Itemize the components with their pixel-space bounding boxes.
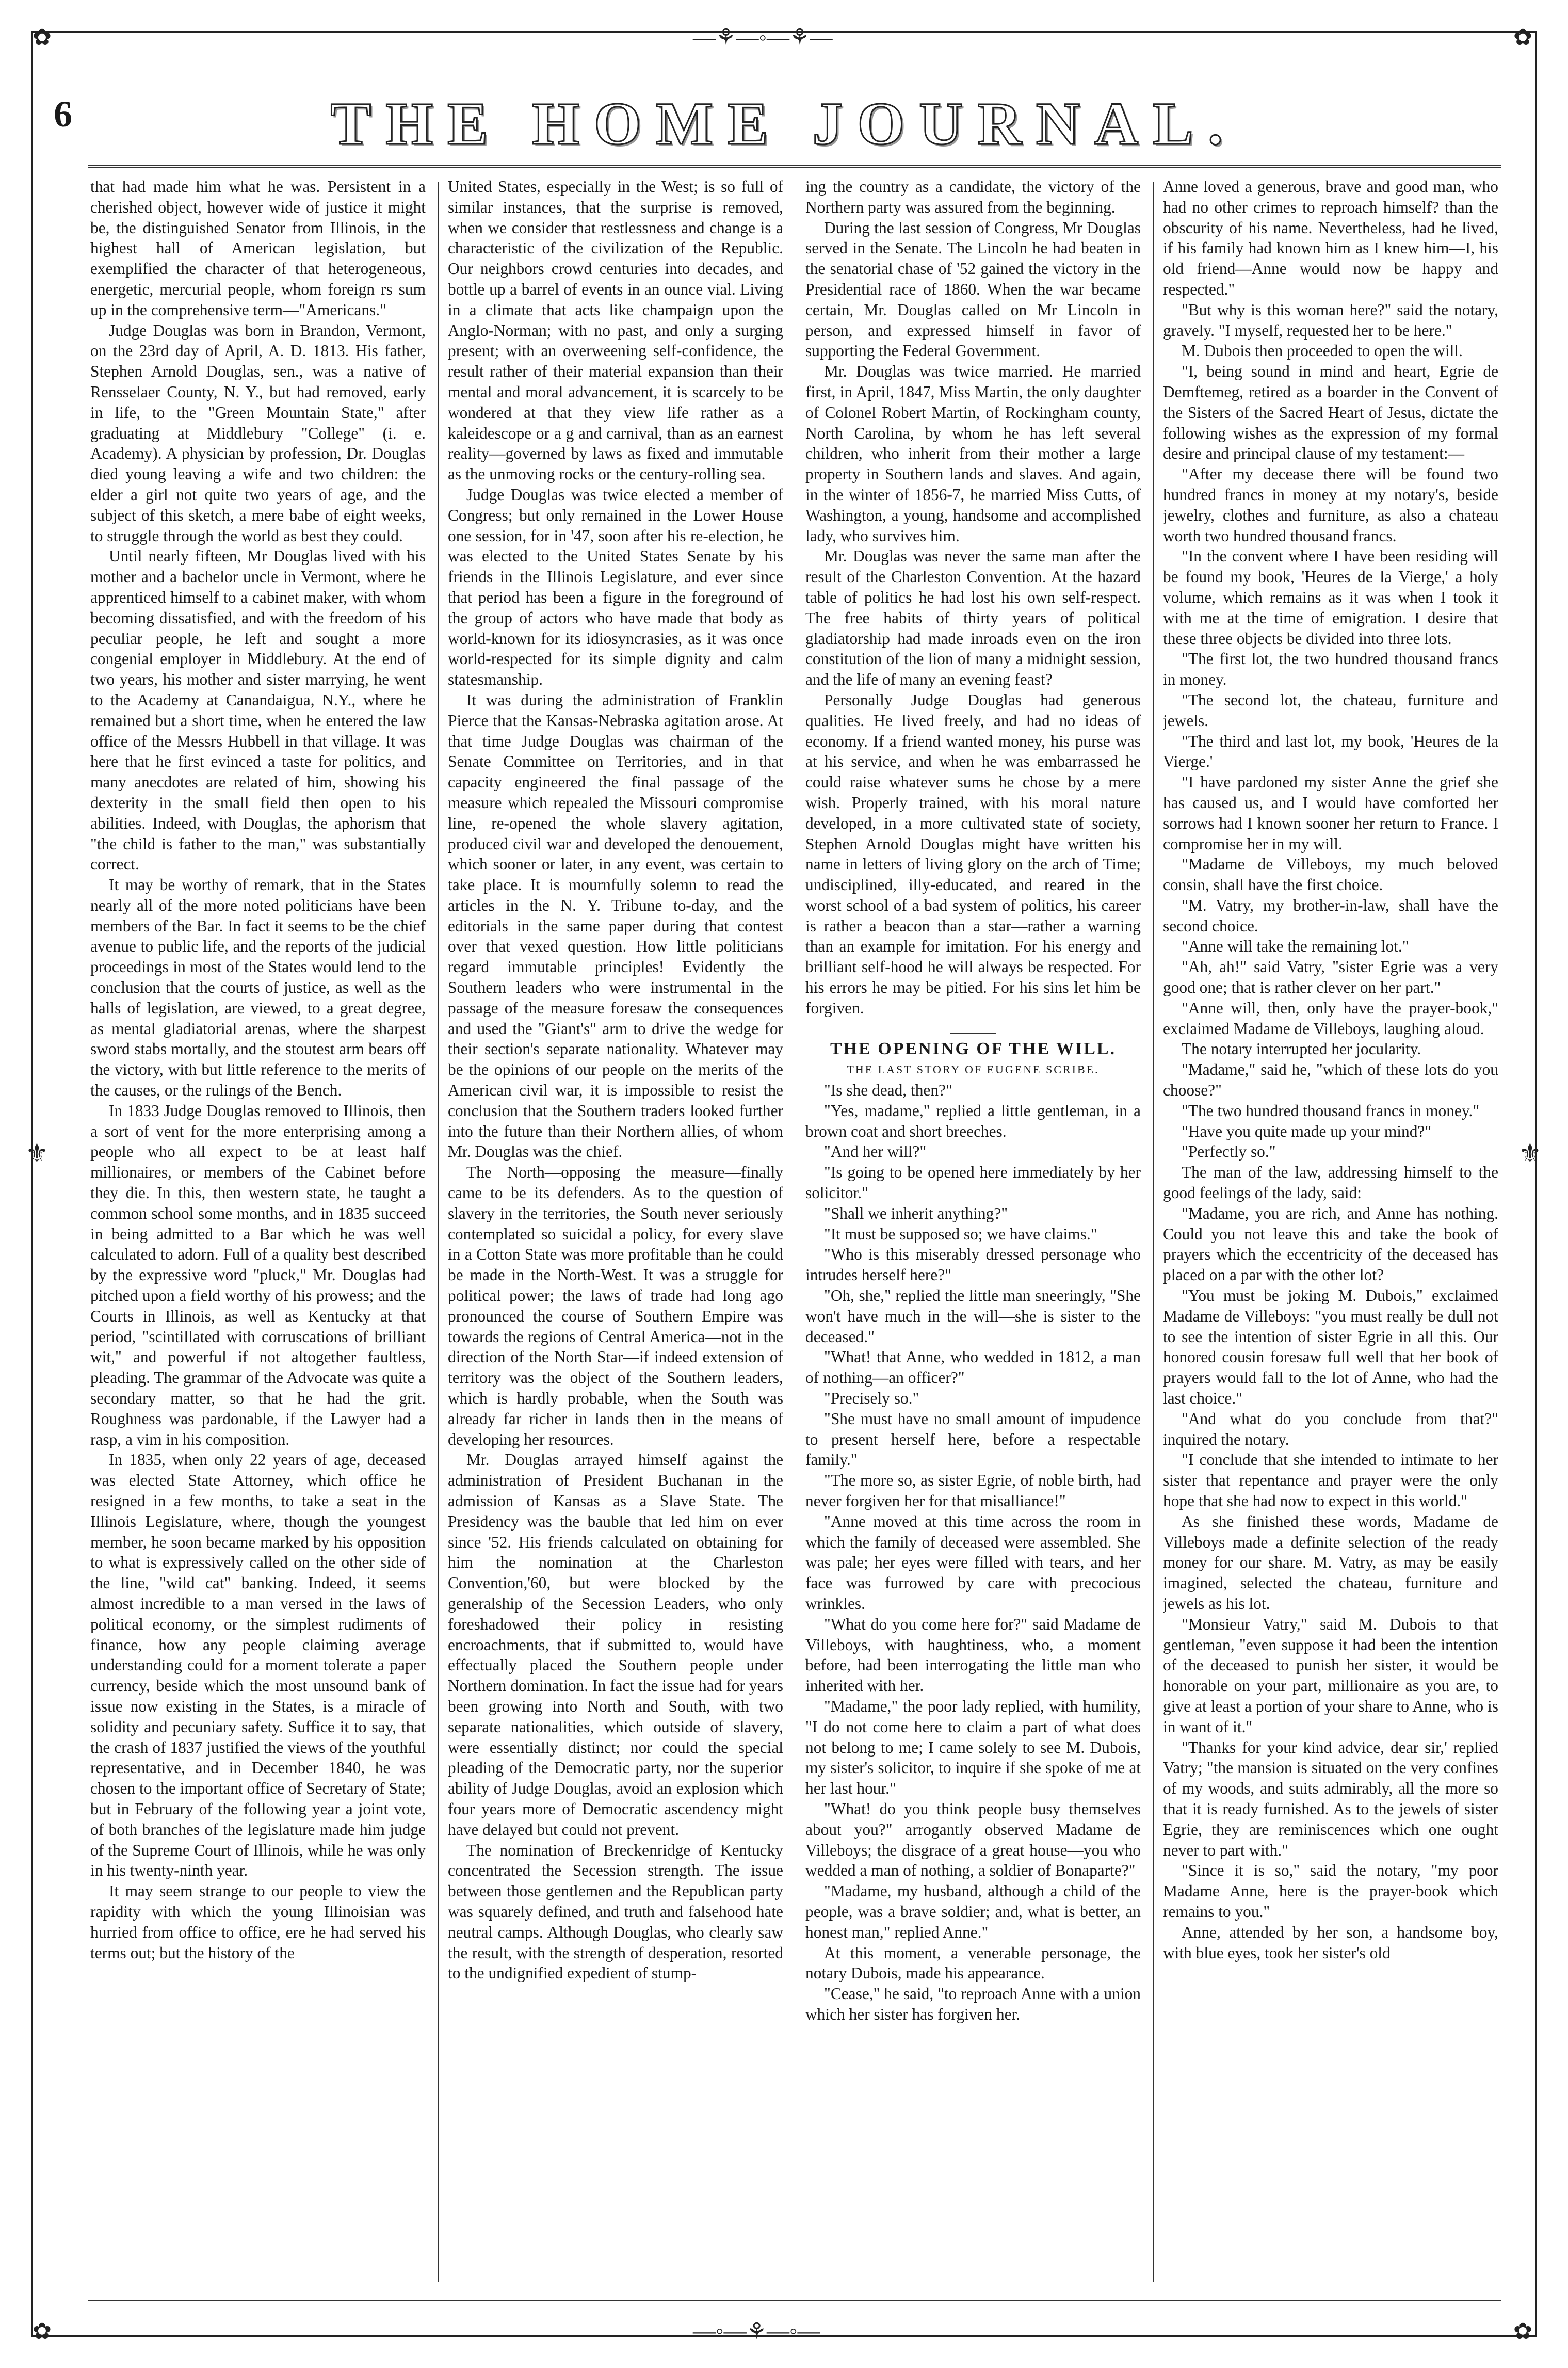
paragraph: "I have pardoned my sister Anne the grief she has caused us, and I would have comforted her sorrows had I known sooner her return to France. I compromise her in my will. [1163,773,1498,853]
paragraph: "I conclude that she intended to intimate to her sister that repentance and prayer were the only hope that she had now to expect in this world." [1163,1451,1498,1510]
paragraph: "Anne will, then, only have the prayer-book," exclaimed Madame de Villeboys, laughing aloud. [1163,998,1498,1038]
paragraph: In 1835, when only 22 years of age, deceased was elected State Attorney, which office he resigned in a few months, to take a seat in the Illinois Legislature, where, though the youngest member, he soon became marked by his opposition to what is expressively called on the other side of the line, "wild cat" banking. Indeed, it seems almost incredible to a man versed in the laws of political economy, or the simplest rudiments of finance, how any people claiming average understanding could for a moment tolerate a paper currency, beside which the most unsound bank of issue now existing in the States, is a miracle of solidity and pecuniary safety. Suffice it to say, that the crash of 1837 justified the views of the youthful representative, and in December 1840, he was chosen to the important office of Secretary of State; but in February of the following year a joint vote, of both branches of the legislature made him judge of the Supreme Court of Illinois, while he was only in his twenty-ninth year. [90,1451,426,1880]
paragraph: The nomination of Breckenridge of Kentucky concentrated the Secession strength. The issue between those gentlemen and the Republican party was squarely defined, and truth and falsehood hate neutral camps. Although Douglas, who clearly saw the result, with the strength of desperation, resorted to the undignified expedient of stump- [448,1841,783,1983]
story-subtitle: THE LAST STORY OF EUGENE SCRIBE. [847,1063,1100,1076]
paragraph: "Madame," said he, "which of these lots do you choose?" [1163,1060,1498,1100]
paragraph: Personally Judge Douglas had generous qualities. He lived freely, and had no ideas of economy. If a friend wanted money, his purse was at his service, and when he was embarrassed he could raise whatever sums he chose by a mere wish. Properly trained, with his moral nature developed, in a more cultivated state of society, Stephen Arnold Douglas might have written his name in letters of living glory on the arch of Time; undisciplined, illy-educated, and reared in the worst school of a bad system of politics, his career is rather a beacon than a star—rather a warning than an example for imitation. For his energy and brilliant self-hood he will always be respected. For his errors he may be pitied. For his sins let him be forgiven. [805,690,1141,1017]
paragraph: The North—opposing the measure—finally came to be its defenders. As to the question of slavery in the territories, the South never seriously contemplated so suicidal a policy, for every slave in a Cotton State was more profitable than he could be made in the North-West. It was a struggle for political power; the laws of trade had long ago pronounced the course of Southern Empire was towards the regions of Central America—not in the direction of the North Star—if indeed extension of territory was the object of the Southern leaders, which is hardly probable, when the South was already far richer in lands then in the means of developing her resources. [448,1163,783,1448]
paragraph: It may seem strange to our people to view the rapidity with which the young Illinoisian was hurried from office to office, ere he had served his terms out; but the history of the [90,1882,426,1962]
paragraph: Anne, attended by her son, a handsome boy, with blue eyes, took her sister's old [1163,1923,1498,1962]
paragraph: "Madame, you are rich, and Anne has nothing. Could you not leave this and take the book of prayers which the eccentricity of the deceased has placed on a par with the other lot? [1163,1204,1498,1284]
paragraph: "Ah, ah!" said Vatry, "sister Egrie was a very good one; that is rather clever on her part." [1163,958,1498,997]
paragraph: Mr. Douglas was twice married. He married first, in April, 1847, Miss Martin, the only daughter of Colonel Robert Martin, of Rockingham county, North Carolina, by whom he has left several children, who inherit from their mother a large property in Southern lands and slaves. And again, in the winter of 1856-7, he married Miss Cutts, of Washington, a young, handsome and accomplished lady, who survives him. [805,362,1141,545]
paragraph: "You must be joking M. Dubois," exclaimed Madame de Villeboys: "you must really be dull not to see the intention of sister Egrie in all this. Our honored cousin foresaw full well that her book of prayers would fall to the lot of Anne, who had the last choice." [1163,1286,1498,1408]
column-divider [1153,182,1154,2282]
paragraph: "After my decease there will be found two hundred francs in money at my notary's, beside jewelry, clothes and furniture, as also a chateau worth two hundred thousand francs. [1163,465,1498,545]
paragraph: "The third and last lot, my book, 'Heures de la Vierge.' [1163,732,1498,771]
corner-ornament-icon: ✿ [1513,2318,1532,2344]
column-1 [90,176,426,2287]
paragraph: "In the convent where I have been residing will be found my book, 'Heures de la Vierge,' a holy volume, which remains as it was when I took it with me at the time of emigration. I desire that these three objects be divided into three lots. [1163,547,1498,648]
paragraph: "Have you quite made up your mind?" [1182,1122,1432,1140]
story-title: THE OPENING OF THE WILL. [830,1039,1117,1059]
paragraph: "The first lot, the two hundred thousand francs in money. [1163,650,1498,689]
paragraph: It may be worthy of remark, that in the States nearly all of the more noted politicians have been members of the Bar. In fact it seems to be the chief avenue to public life, and the reports of the judicial proceedings in most of the States would lend to the conclusion that the courts of justice, as well as the halls of legislation, are viewed, to a great degree, as mental gladiatorial arenas, where the sharpest sword stabs mortally, and the stoutest arm bears off the victory, with but little reference to the merits of the causes, or the rulings of the Bench. [90,876,426,1100]
corner-ornament-icon: ✿ [33,25,52,50]
paragraph: "Oh, she," replied the little man sneeringly, "She won't have much in the will—she is sister to the deceased." [805,1286,1141,1346]
paragraph: The notary interrupted her jocularity. [1182,1040,1421,1058]
side-ornament-icon: ⚜ [1518,1139,1542,1168]
paragraph: "M. Vatry, my brother-in-law, shall have the second choice. [1163,896,1498,935]
footer-rule [88,2300,1501,2301]
column-divider [438,182,439,2282]
masthead-title: THE HOME JOURNAL. [330,90,1238,157]
header-rule [88,165,1501,168]
paragraph: It was during the administration of Franklin Pierce that the Kansas-Nebraska agitation arose. At that time Judge Douglas was chairman of the Senate Committee on Territories, and in that capacity engineered the final passage of the measure which repealed the Missouri compromise line, re-opened the whole slavery agitation, produced civil war and developed the denouement, which sooner or later, in any event, was certain to take place. It is mournfully solemn to read the articles in the N. Y. Tribune to-day, and the editorials in the same paper during that contest over that vexed question. How little politicians regard immutable principles! Evidently the Southern leaders who were instrumental in the passage of the measure foresaw the consequences and used the "Giant's" arm to drive the wedge for their section's separate nationality. Whatever may be the opinions of our people on the merits of the American civil war, it is impossible to resist the conclusion that the Southern traders looked further into the future than their Northern allies, of whom Mr. Douglas was the chief. [448,690,783,1161]
paragraph: "Madame, my husband, although a child of the people, was a brave soldier; and, what is better, an honest man," replied Anne." [805,1882,1141,1941]
paragraph: "The more so, as sister Egrie, of noble birth, had never forgiven her for that misalliance!" [805,1471,1141,1510]
page-number: 6 [54,93,72,135]
side-ornament-icon: ⚜ [25,1139,49,1168]
paragraph: "What! do you think people busy themselves about you?" arrogantly observed Madame de Villeboys; the disgrace of a great house—you who wedded a man of nothing, a soldier of Bonaparte?" [805,1799,1141,1880]
paragraph: "Is she dead, then?" [824,1081,952,1100]
paragraph: United States, especially in the West; is so full of similar instances, that the surprise is removed, when we consider that restlessness and change is a characteristic of the civilization of the Republic. Our neighbors crowd centuries into decades, and bottle up a barrel of events in an ounce vial. Living in a climate that acts like champaign upon the Anglo-Norman; with no past, and only a surging present; with an overweening self-confidence, the result rather of their material expansion than their mental and moral advancement, it is scarcely to be wondered at that they view life rather as a kaleidescope or a g and carnival, than as an earnest reality—governed by laws as fixed and immutable as the unmoving rocks or the century-rolling sea. [448,178,783,484]
paragraph: Anne loved a generous, brave and good man, who had no other crimes to reproach himself? than the obscurity of his name. Nevertheless, had he lived, if his family had known him as I knew him—I, his old friend—Anne would now be happy and respected." [1163,178,1498,298]
paragraph: M. Dubois then proceeded to open the will. [1182,342,1463,360]
paragraph: During the last session of Congress, Mr Douglas served in the Senate. The Lincoln he had beaten in the senatorial chase of '52 gained the victory in the Presidential race of 1860. When the war became certain, Mr. Douglas called on Mr Lincoln in person, and expressed himself in favor of supporting the Federal Government. [805,218,1141,360]
paragraph: "The second lot, the chateau, furniture and jewels. [1163,690,1498,730]
paragraph: "But why is this woman here?" said the notary, gravely. "I myself, requested her to be here." [1163,300,1498,340]
paragraph: "The two hundred thousand francs in money." [1182,1101,1480,1120]
paragraph: "And what do you conclude from that?" inquired the notary. [1163,1409,1498,1448]
paragraph: "Yes, madame," replied a little gentleman, in a brown coat and short breeches. [805,1101,1141,1140]
paragraph: "Thanks for your kind advice, dear sir,' replied Vatry; "the mansion is situated on the very confines of my woods, and suits admirably, all the more so that it is ready furnished. As to the jewels of sister Egrie, they are reminiscences which one ought never to part with." [1163,1738,1498,1859]
column-2 [448,176,783,2287]
paragraph: "Is going to be opened here immediately by her solicitor." [805,1163,1141,1202]
paragraph: At this moment, a venerable personage, the notary Dubois, made his appearance. [805,1943,1141,1983]
paragraph: "Madame de Villeboys, my much beloved consin, shall have the first choice. [1163,855,1498,894]
paragraph: "Monsieur Vatry," said M. Dubois to that gentleman, "even suppose it had been the intention of the deceased to punish her sister, it would be honorable on your part, millionaire as you are, to give at least a portion of your share to Anne, who is in want of it." [1163,1615,1498,1736]
paragraph: "Madame," the poor lady replied, with humility, "I do not come here to claim a part of what does not belong to me; I came solely to see M. Dubois, my sister's solicitor, to inquire if she spoke of me at her last hour." [805,1697,1141,1798]
paragraph: Judge Douglas was born in Brandon, Vermont, on the 23rd day of April, A. D. 1813. His father, Stephen Arnold Douglas, sen., was a native of Rensselaer County, N. Y., but had removed, early in life, to the "Green Mountain State," after graduating at Middlebury "College" (i. e. Academy). A physician by profession, Dr. Douglas died young leaving a wife and two children: the elder a girl not quite two years of age, and the subject of this sketch, a mere babe of eight weeks, to struggle through the world as best they could. [90,321,426,545]
corner-ornament-icon: ✿ [33,2318,52,2344]
paragraph: "Perfectly so." [1182,1142,1276,1161]
top-ornament: —⚘—◦—⚘— [693,25,833,50]
paragraph: "Precisely so." [824,1389,919,1408]
paragraph: Judge Douglas was twice elected a member of Congress; but only remained in the Lower House one session, for in '47, soon after his re-election, he was elected to the United States Senate by his friends in the Illinois Legislature, and ever since that period has been a figure in the foreground of the group of actors who have made that body as world-known for its idiosyncrasies, as it was once world-respected for its simple dignity and calm statesmanship. [448,485,783,689]
paragraph: "Cease," he said, "to reproach Anne with a union which her sister has forgiven her. [805,1985,1141,2023]
paragraph: "Anne moved at this time across the room in which the family of deceased were assembled. She was pale; her eyes were filled with tears, and her face was furrowed by care with precocious wrinkles. [805,1512,1141,1613]
bottom-ornament: —◦—⚘—◦— [693,2318,820,2344]
article-columns [90,176,1499,2287]
column-4 [1163,176,1498,2287]
paragraph: "Shall we inherit anything?" [824,1204,1008,1222]
paragraph: Until nearly fifteen, Mr Douglas lived with his mother and a bachelor uncle in Vermont, where he apprenticed himself to a cabinet maker, with whom becoming dissatisfied, and with the freedom of his peculiar people, he left and sought a more congenial employer in Middlebury. At the end of two years, his mother and sister marrying, he went to the Academy at Canandaigua, N.Y., where he remained but a short time, when he entered the law office of the Messrs Hubbell in that village. It was here that he first evinced a taste for politics, and many anecdotes are related of him, showing his dexterity in the small field then open to his abilities. Indeed, with Douglas, the aphorism that "the child is father to the man," was substantially correct. [90,547,426,874]
paragraph: ing the country as a candidate, the victory of the Northern party was assured from the beginning. [805,178,1141,216]
column-3 [805,176,1141,2287]
paragraph: Mr. Douglas arrayed himself against the administration of President Buchanan in the admission of Kansas as a Slave State. The Presidency was the bauble that led him on ever since '52. His friends calculated on obtaining for him the nomination at the Charleston Convention,'60, but were blocked by the generalship of the Secession Leaders, who only foreshadowed their policy in resisting encroachments, that if submitted to, would have effectually placed the Southern people under Northern domination. In fact the issue had for years been growing into North and South, with two separate nationalities, which outside of slavery, were essentially distinct; nor could the special pleading of the Democratic party, nor the superior ability of Judge Douglas, avoid an explosion which four years more of Democratic ascendency might have delayed but could not prevent. [448,1451,783,1839]
paragraph: "It must be supposed so; we have claims." [824,1225,1097,1243]
paragraph: The man of the law, addressing himself to the good feelings of the lady, said: [1163,1163,1498,1202]
paragraph: "Who is this miserably dressed personage who intrudes herself here?" [805,1245,1141,1284]
paragraph: "What! that Anne, who wedded in 1812, a man of nothing—an officer?" [805,1348,1141,1387]
paragraph: "I, being sound in mind and heart, Egrie de Demftemeg, retired as a boarder in the Convent of the Sisters of the Sacred Heart of Jesus, dictate the following wishes as the expression of my formal desire and principal clause of my testament:— [1163,362,1498,463]
paragraph: "Since it is so," said the notary, "my poor Madame Anne, here is the prayer-book which remains to you." [1163,1861,1498,1921]
paragraph: Mr. Douglas was never the same man after the result of the Charleston Convention. At the hazard table of politics he had lost his own self-respect. The free habits of thirty years of political gladiatorship had made inroads even on the iron constitution of the lion of many a midnight session, and the life of many an evening feast? [805,547,1141,689]
paragraph: that had made him what he was. Persistent in a cherished object, however wide of justice it might be, the distinguished Senator from Illinois, in the highest hall of American legislation, but exemplified the character of that heterogeneous, energetic, mercurial people, whom foreign rs sum up in the comprehensive term—"Americans." [90,178,426,319]
section-divider [805,1019,1141,1039]
paragraph: As she finished these words, Madame de Villeboys made a definite selection of the ready money for our share. M. Vatry, as may be easily imagined, selected the chateau, furniture and jewels as his lot. [1163,1512,1498,1613]
newspaper-page [25,25,1542,2344]
paragraph: "Anne will take the remaining lot." [1182,937,1409,956]
corner-ornament-icon: ✿ [1513,25,1532,50]
paragraph: "And her will?" [824,1142,927,1161]
paragraph: In 1833 Judge Douglas removed to Illinois, then a sort of vent for the more enterprising among a people who all expect to be at least half millionaires, or members of the Cabinet before they die. In this, then western state, he taught a common school some months, and in 1835 succeed in being admitted to a Bar which he was well calculated to adorn. Full of a quality best described by the expressive word "pluck," Mr. Douglas had pitched upon a field worthy of his prowess; and the Courts in Illinois, as well as Kentucky at that period, "scintillated with corruscations of brilliant wit," and powerful if not altogether faultless, pleading. The grammar of the Advocate was quite a secondary matter, so that he had the grit. Roughness was pardonable, if the Lawyer had a rasp, a vim in his composition. [90,1101,426,1448]
paragraph: "She must have no small amount of impudence to present herself here, before a respectable family." [805,1409,1141,1469]
paragraph: "What do you come here for?" said Madame de Villeboys, with haughtiness, who, a moment before, had been interrogating the little man who inherited with her. [805,1615,1141,1695]
